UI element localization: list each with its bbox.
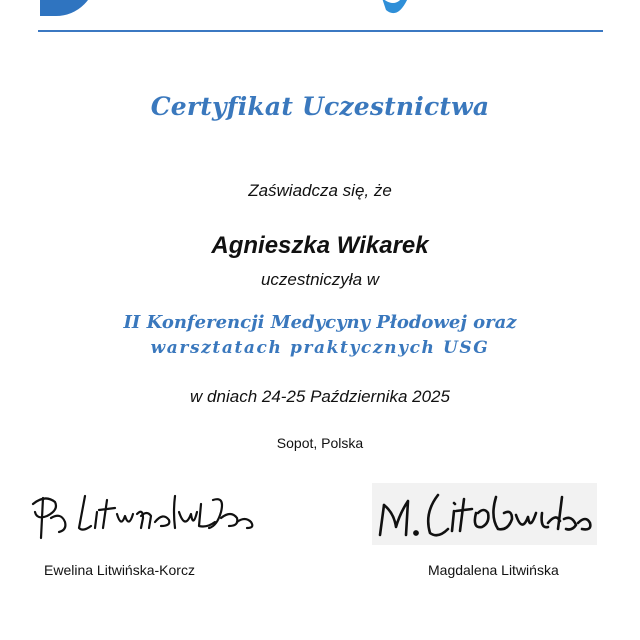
signatory-right-name: Magdalena Litwińska <box>428 562 559 578</box>
certificate-title: Certyfikat Uczestnictwa <box>150 92 490 121</box>
event-location: Sopot, Polska <box>276 435 364 451</box>
event-title-line-2: warsztatach praktycznych USG <box>150 338 490 358</box>
event-dates: w dniach 24-25 Października 2025 <box>190 387 450 406</box>
signature-left <box>25 482 260 542</box>
certify-text: Zaświadcza się, że <box>248 181 392 200</box>
logo-left-graphic <box>40 0 96 16</box>
signature-right <box>372 483 597 545</box>
logo-right-graphic <box>380 0 408 20</box>
event-title-line-1: II Konferencji Medycyny Płodowej oraz <box>123 312 517 333</box>
signatory-left-name: Ewelina Litwińska-Korcz <box>44 562 195 578</box>
participated-text: uczestniczyła w <box>260 270 380 289</box>
recipient-name: Agnieszka Wikarek <box>211 232 429 259</box>
header-divider <box>38 30 603 32</box>
